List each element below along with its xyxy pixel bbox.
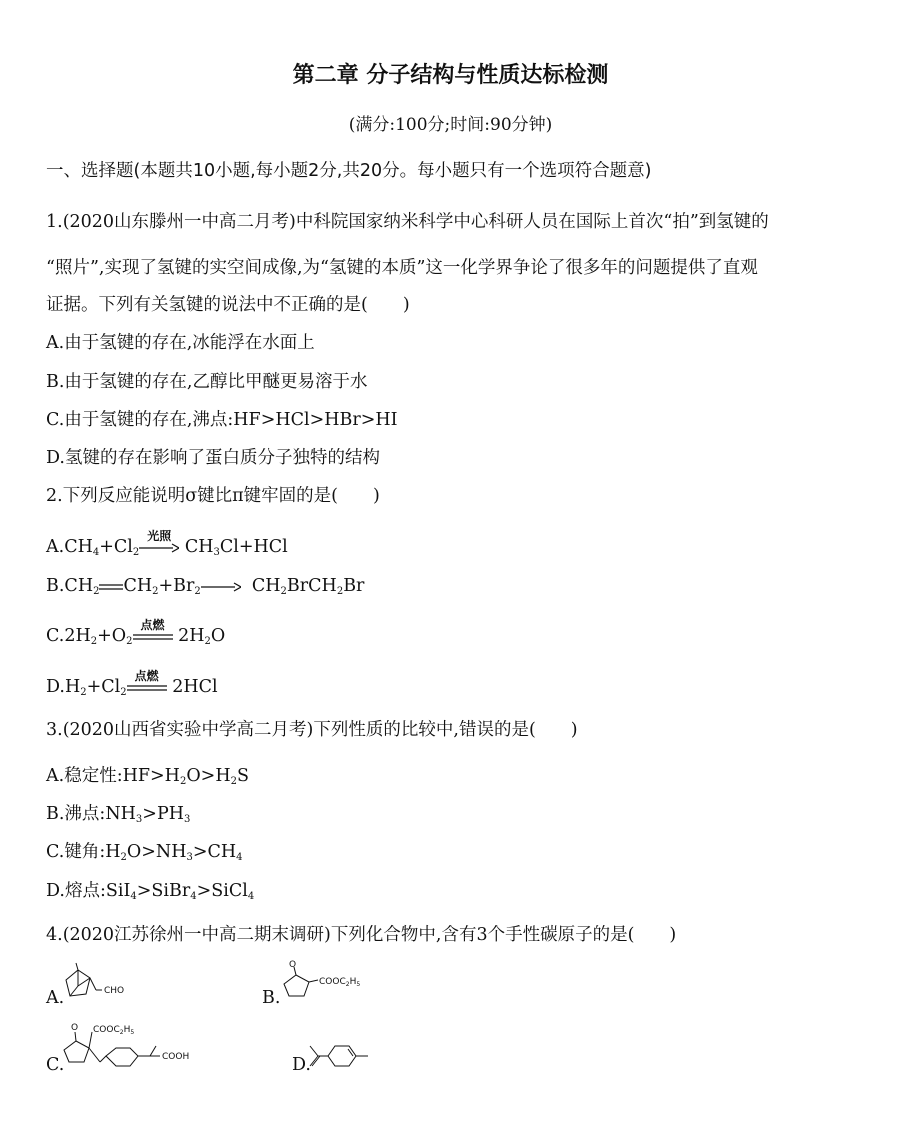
q1-option-c: C.由于氢键的存在,沸点:HF>HCl>HBr>HI	[46, 410, 398, 430]
molecule-d-structure	[306, 1040, 376, 1074]
q4-option-c-label: C.	[46, 1055, 65, 1075]
q1-stem-line1: 1.(2020山东滕州一中高二月考)中科院国家纳米科学中心科研人员在国际上首次“拍”到氢键的	[46, 212, 769, 232]
q3-option-d: D.熔点:SiI$_4$>SiBr$_4$>SiCl$_4$	[46, 881, 255, 902]
q4-option-b-label: B.	[262, 988, 281, 1008]
q3-option-c: C.键角$:H_2O>NH_3>CH_4$	[46, 842, 243, 863]
q4-stem: 4.(2020江苏徐州一中高二期末调研)下列化合物中,含有3个手性碳原子的是( )	[46, 925, 677, 945]
q4-option-d-label: D.	[292, 1055, 311, 1075]
q1-option-d: D.氢键的存在影响了蛋白质分子独特的结构	[46, 448, 380, 468]
molecule-a-group: CHO	[104, 986, 125, 996]
section-heading: 一、选择题(本题共10小题,每小题2分,共20分。每小题只有一个选项符合题意)	[46, 161, 652, 181]
q2-option-c: $C.2H_2+O_2$ 点燃 $2H_2O$	[46, 617, 226, 647]
equals-icon: 点燃	[134, 668, 159, 683]
molecule-c-acid: COOH	[162, 1052, 190, 1062]
q4-option-a-label: A.	[46, 988, 65, 1008]
molecule-c-structure	[56, 1018, 206, 1078]
molecule-b-structure	[276, 958, 376, 1006]
q1-option-b: B.由于氢键的存在,乙醇比甲醚更易溶于水	[46, 372, 368, 392]
molecule-a-structure	[58, 962, 138, 1007]
page-subtitle: (满分:100分;时间:90分钟)	[348, 115, 553, 135]
molecule-c-oxo: O	[71, 1023, 79, 1033]
page-title: 第二章 分子结构与性质达标检测	[292, 63, 609, 88]
q2-option-b: $B.CH_2$ $CH_2+Br_2$ $CH_2BrCH_2Br$	[46, 576, 365, 597]
molecule-b-group: $COOC_2H_5$	[319, 977, 361, 988]
q2-option-a: $A.CH_4+Cl_2$ 光照 $CH_3Cl+HCl$	[46, 528, 288, 558]
q3-option-b: B.沸点$:NH_3>PH_3$	[46, 804, 191, 825]
arrow-icon: 光照	[139, 537, 179, 559]
equals-icon: 点燃	[140, 617, 165, 632]
q3-stem: 3.(2020山西省实验中学高二月考)下列性质的比较中,错误的是( )	[46, 720, 578, 740]
q1-stem-line3: 证据。下列有关氢键的说法中不正确的是( )	[46, 295, 410, 315]
q2-stem: 2.下列反应能说明σ键比π键牢固的是( )	[46, 486, 380, 506]
q3-option-a: A.稳定性$:HF>H_2O>H_2S$	[46, 766, 249, 787]
molecule-c-ester: $COOC_2H_5$	[93, 1025, 135, 1036]
molecule-b-oxo: O	[289, 960, 297, 970]
q2-option-d: $D.H_2+Cl_2$ 点燃 2HCl	[46, 668, 218, 698]
double-bond-icon	[99, 576, 123, 598]
q1-stem-line2: “照片”,实现了氢键的实空间成像,为“氢键的本质”这一化学界争论了很多年的问题提供了直观	[46, 258, 758, 278]
arrow-icon	[201, 576, 241, 598]
q1-option-a: A.由于氢键的存在,冰能浮在水面上	[46, 333, 315, 353]
